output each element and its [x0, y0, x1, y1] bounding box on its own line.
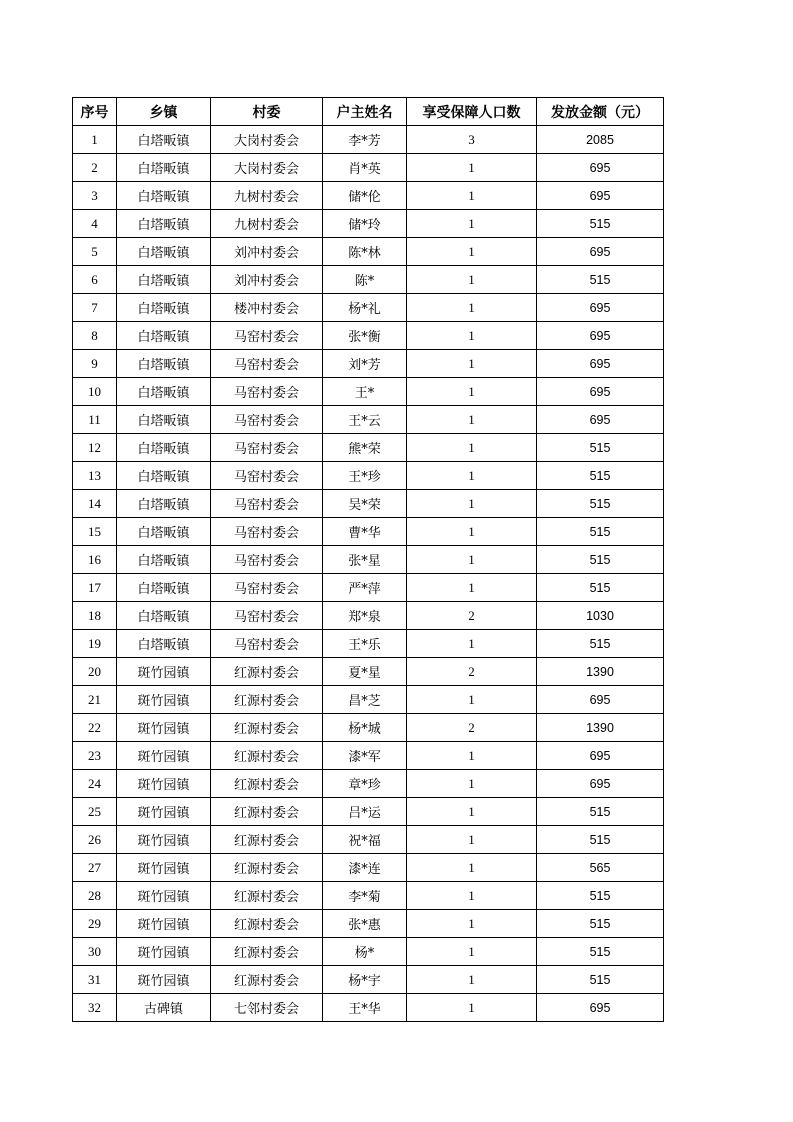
- cell-village: 红源村委会: [211, 770, 323, 798]
- cell-index: 14: [73, 490, 117, 518]
- cell-amount: 1390: [537, 658, 664, 686]
- cell-town: 白塔畈镇: [117, 546, 211, 574]
- cell-index: 2: [73, 154, 117, 182]
- cell-population: 2: [407, 714, 537, 742]
- table-row: [73, 714, 664, 742]
- cell-amount: 515: [537, 434, 664, 462]
- cell-village: 马窑村委会: [211, 630, 323, 658]
- cell-householder: 刘*芳: [323, 350, 407, 378]
- cell-population: 1: [407, 406, 537, 434]
- cell-town: 白塔畈镇: [117, 574, 211, 602]
- cell-town: 白塔畈镇: [117, 490, 211, 518]
- cell-village: 马窑村委会: [211, 518, 323, 546]
- cell-index: 19: [73, 630, 117, 658]
- cell-householder: 张*星: [323, 546, 407, 574]
- header-row: [73, 98, 664, 126]
- cell-population: 1: [407, 266, 537, 294]
- table-row: [73, 294, 664, 322]
- cell-town: 白塔畈镇: [117, 406, 211, 434]
- cell-population: 1: [407, 462, 537, 490]
- cell-index: 28: [73, 882, 117, 910]
- cell-town: 白塔畈镇: [117, 434, 211, 462]
- cell-population: 1: [407, 294, 537, 322]
- cell-index: 12: [73, 434, 117, 462]
- cell-population: 1: [407, 546, 537, 574]
- cell-population: 1: [407, 322, 537, 350]
- cell-population: 1: [407, 182, 537, 210]
- cell-village: 红源村委会: [211, 966, 323, 994]
- cell-population: 1: [407, 574, 537, 602]
- cell-village: 红源村委会: [211, 742, 323, 770]
- cell-index: 10: [73, 378, 117, 406]
- cell-householder: 吴*荣: [323, 490, 407, 518]
- cell-village: 马窑村委会: [211, 602, 323, 630]
- cell-town: 斑竹园镇: [117, 658, 211, 686]
- cell-amount: 695: [537, 994, 664, 1022]
- cell-index: 8: [73, 322, 117, 350]
- table-row: [73, 574, 664, 602]
- cell-village: 马窑村委会: [211, 434, 323, 462]
- cell-householder: 严*萍: [323, 574, 407, 602]
- cell-town: 白塔畈镇: [117, 210, 211, 238]
- cell-householder: 熊*荣: [323, 434, 407, 462]
- cell-population: 2: [407, 602, 537, 630]
- cell-householder: 陈*: [323, 266, 407, 294]
- cell-householder: 王*云: [323, 406, 407, 434]
- cell-village: 红源村委会: [211, 882, 323, 910]
- cell-index: 32: [73, 994, 117, 1022]
- cell-town: 白塔畈镇: [117, 602, 211, 630]
- cell-town: 白塔畈镇: [117, 126, 211, 154]
- cell-town: 斑竹园镇: [117, 854, 211, 882]
- table-row: [73, 938, 664, 966]
- cell-amount: 695: [537, 238, 664, 266]
- cell-town: 白塔畈镇: [117, 266, 211, 294]
- cell-amount: 695: [537, 350, 664, 378]
- cell-town: 斑竹园镇: [117, 882, 211, 910]
- cell-householder: 曹*华: [323, 518, 407, 546]
- cell-householder: 储*伦: [323, 182, 407, 210]
- cell-index: 13: [73, 462, 117, 490]
- cell-index: 4: [73, 210, 117, 238]
- cell-householder: 章*珍: [323, 770, 407, 798]
- cell-amount: 695: [537, 294, 664, 322]
- cell-village: 红源村委会: [211, 714, 323, 742]
- cell-population: 1: [407, 630, 537, 658]
- cell-town: 斑竹园镇: [117, 742, 211, 770]
- cell-householder: 王*华: [323, 994, 407, 1022]
- cell-village: 马窑村委会: [211, 378, 323, 406]
- cell-amount: 515: [537, 826, 664, 854]
- cell-householder: 王*乐: [323, 630, 407, 658]
- cell-population: 1: [407, 882, 537, 910]
- cell-village: 红源村委会: [211, 686, 323, 714]
- cell-population: 3: [407, 126, 537, 154]
- cell-householder: 吕*运: [323, 798, 407, 826]
- cell-population: 1: [407, 910, 537, 938]
- cell-population: 1: [407, 238, 537, 266]
- cell-population: 1: [407, 378, 537, 406]
- table-row: [73, 798, 664, 826]
- cell-town: 斑竹园镇: [117, 966, 211, 994]
- cell-householder: 张*惠: [323, 910, 407, 938]
- cell-village: 马窑村委会: [211, 546, 323, 574]
- cell-index: 1: [73, 126, 117, 154]
- cell-householder: 王*: [323, 378, 407, 406]
- cell-index: 9: [73, 350, 117, 378]
- col-town-header: 乡镇: [117, 98, 211, 126]
- cell-amount: 515: [537, 966, 664, 994]
- cell-village: 马窑村委会: [211, 490, 323, 518]
- cell-householder: 杨*城: [323, 714, 407, 742]
- cell-amount: 695: [537, 378, 664, 406]
- cell-population: 1: [407, 490, 537, 518]
- cell-village: 刘冲村委会: [211, 238, 323, 266]
- cell-householder: 夏*星: [323, 658, 407, 686]
- cell-amount: 515: [537, 266, 664, 294]
- cell-amount: 695: [537, 182, 664, 210]
- table-row: [73, 406, 664, 434]
- cell-amount: 695: [537, 406, 664, 434]
- cell-householder: 郑*泉: [323, 602, 407, 630]
- table-row: [73, 182, 664, 210]
- cell-amount: 515: [537, 630, 664, 658]
- cell-householder: 李*芳: [323, 126, 407, 154]
- table-row: [73, 882, 664, 910]
- table-row: [73, 854, 664, 882]
- cell-town: 白塔畈镇: [117, 294, 211, 322]
- cell-town: 古碑镇: [117, 994, 211, 1022]
- cell-amount: 515: [537, 882, 664, 910]
- cell-town: 白塔畈镇: [117, 154, 211, 182]
- table-row: [73, 994, 664, 1022]
- cell-town: 白塔畈镇: [117, 350, 211, 378]
- cell-index: 3: [73, 182, 117, 210]
- cell-amount: 515: [537, 910, 664, 938]
- cell-index: 21: [73, 686, 117, 714]
- cell-village: 马窑村委会: [211, 462, 323, 490]
- cell-amount: 515: [537, 210, 664, 238]
- cell-village: 九树村委会: [211, 182, 323, 210]
- cell-householder: 陈*林: [323, 238, 407, 266]
- cell-village: 马窑村委会: [211, 574, 323, 602]
- cell-village: 九树村委会: [211, 210, 323, 238]
- cell-amount: 2085: [537, 126, 664, 154]
- col-householder-header: 户主姓名: [323, 98, 407, 126]
- cell-index: 15: [73, 518, 117, 546]
- cell-population: 1: [407, 742, 537, 770]
- cell-population: 1: [407, 434, 537, 462]
- cell-population: 1: [407, 686, 537, 714]
- cell-population: 1: [407, 938, 537, 966]
- table-row: [73, 462, 664, 490]
- cell-village: 马窑村委会: [211, 406, 323, 434]
- cell-index: 26: [73, 826, 117, 854]
- table-row: [73, 238, 664, 266]
- cell-householder: 储*玲: [323, 210, 407, 238]
- cell-town: 白塔畈镇: [117, 238, 211, 266]
- cell-householder: 肖*英: [323, 154, 407, 182]
- table-row: [73, 322, 664, 350]
- cell-population: 1: [407, 350, 537, 378]
- cell-town: 斑竹园镇: [117, 938, 211, 966]
- cell-householder: 杨*: [323, 938, 407, 966]
- cell-index: 22: [73, 714, 117, 742]
- table-row: [73, 770, 664, 798]
- cell-town: 斑竹园镇: [117, 686, 211, 714]
- cell-amount: 695: [537, 770, 664, 798]
- cell-village: 红源村委会: [211, 910, 323, 938]
- cell-index: 5: [73, 238, 117, 266]
- cell-town: 斑竹园镇: [117, 910, 211, 938]
- cell-town: 斑竹园镇: [117, 798, 211, 826]
- table-row: [73, 266, 664, 294]
- cell-index: 17: [73, 574, 117, 602]
- cell-amount: 515: [537, 938, 664, 966]
- table-row: [73, 630, 664, 658]
- col-amount-header: 发放金额（元）: [537, 98, 664, 126]
- cell-index: 25: [73, 798, 117, 826]
- table-row: [73, 154, 664, 182]
- cell-householder: 祝*福: [323, 826, 407, 854]
- table-row: [73, 210, 664, 238]
- cell-amount: 515: [537, 490, 664, 518]
- col-village-header: 村委: [211, 98, 323, 126]
- cell-town: 斑竹园镇: [117, 826, 211, 854]
- cell-village: 红源村委会: [211, 658, 323, 686]
- table-row: [73, 434, 664, 462]
- cell-householder: 漆*军: [323, 742, 407, 770]
- cell-village: 大岗村委会: [211, 126, 323, 154]
- cell-village: 刘冲村委会: [211, 266, 323, 294]
- table-header: [73, 98, 664, 126]
- cell-village: 马窑村委会: [211, 350, 323, 378]
- cell-village: 马窑村委会: [211, 322, 323, 350]
- cell-householder: 张*衡: [323, 322, 407, 350]
- cell-amount: 1030: [537, 602, 664, 630]
- cell-householder: 杨*宇: [323, 966, 407, 994]
- cell-amount: 1390: [537, 714, 664, 742]
- cell-amount: 515: [537, 574, 664, 602]
- cell-village: 楼冲村委会: [211, 294, 323, 322]
- cell-index: 23: [73, 742, 117, 770]
- subsidy-table: [72, 97, 664, 1022]
- table-row: [73, 518, 664, 546]
- cell-population: 1: [407, 210, 537, 238]
- cell-amount: 565: [537, 854, 664, 882]
- cell-population: 1: [407, 154, 537, 182]
- cell-householder: 漆*连: [323, 854, 407, 882]
- table-row: [73, 686, 664, 714]
- cell-village: 红源村委会: [211, 826, 323, 854]
- cell-village: 红源村委会: [211, 798, 323, 826]
- cell-population: 1: [407, 826, 537, 854]
- table-row: [73, 126, 664, 154]
- cell-index: 18: [73, 602, 117, 630]
- cell-amount: 695: [537, 742, 664, 770]
- cell-amount: 695: [537, 154, 664, 182]
- cell-town: 白塔畈镇: [117, 462, 211, 490]
- cell-householder: 杨*礼: [323, 294, 407, 322]
- cell-index: 6: [73, 266, 117, 294]
- cell-town: 斑竹园镇: [117, 714, 211, 742]
- cell-index: 20: [73, 658, 117, 686]
- table-row: [73, 910, 664, 938]
- cell-amount: 515: [537, 798, 664, 826]
- cell-amount: 695: [537, 322, 664, 350]
- col-index-header: 序号: [73, 98, 117, 126]
- cell-village: 七邻村委会: [211, 994, 323, 1022]
- cell-amount: 515: [537, 518, 664, 546]
- table-row: [73, 350, 664, 378]
- cell-index: 29: [73, 910, 117, 938]
- cell-index: 31: [73, 966, 117, 994]
- cell-population: 1: [407, 854, 537, 882]
- cell-householder: 王*珍: [323, 462, 407, 490]
- col-population-header: 享受保障人口数: [407, 98, 537, 126]
- table-body: [73, 126, 664, 1022]
- cell-index: 11: [73, 406, 117, 434]
- cell-index: 24: [73, 770, 117, 798]
- cell-index: 16: [73, 546, 117, 574]
- cell-village: 红源村委会: [211, 854, 323, 882]
- cell-town: 斑竹园镇: [117, 770, 211, 798]
- cell-town: 白塔畈镇: [117, 518, 211, 546]
- cell-village: 大岗村委会: [211, 154, 323, 182]
- table-row: [73, 378, 664, 406]
- cell-householder: 昌*芝: [323, 686, 407, 714]
- table-row: [73, 742, 664, 770]
- cell-population: 1: [407, 798, 537, 826]
- table-row: [73, 490, 664, 518]
- cell-householder: 李*菊: [323, 882, 407, 910]
- cell-index: 7: [73, 294, 117, 322]
- cell-population: 1: [407, 994, 537, 1022]
- table-row: [73, 826, 664, 854]
- table-row: [73, 966, 664, 994]
- cell-population: 1: [407, 966, 537, 994]
- cell-index: 30: [73, 938, 117, 966]
- cell-town: 白塔畈镇: [117, 378, 211, 406]
- cell-amount: 695: [537, 686, 664, 714]
- cell-amount: 515: [537, 462, 664, 490]
- cell-population: 1: [407, 518, 537, 546]
- cell-population: 2: [407, 658, 537, 686]
- cell-town: 白塔畈镇: [117, 630, 211, 658]
- cell-village: 红源村委会: [211, 938, 323, 966]
- cell-town: 白塔畈镇: [117, 322, 211, 350]
- table-row: [73, 658, 664, 686]
- cell-index: 27: [73, 854, 117, 882]
- cell-town: 白塔畈镇: [117, 182, 211, 210]
- cell-population: 1: [407, 770, 537, 798]
- table-row: [73, 546, 664, 574]
- table-row: [73, 602, 664, 630]
- cell-amount: 515: [537, 546, 664, 574]
